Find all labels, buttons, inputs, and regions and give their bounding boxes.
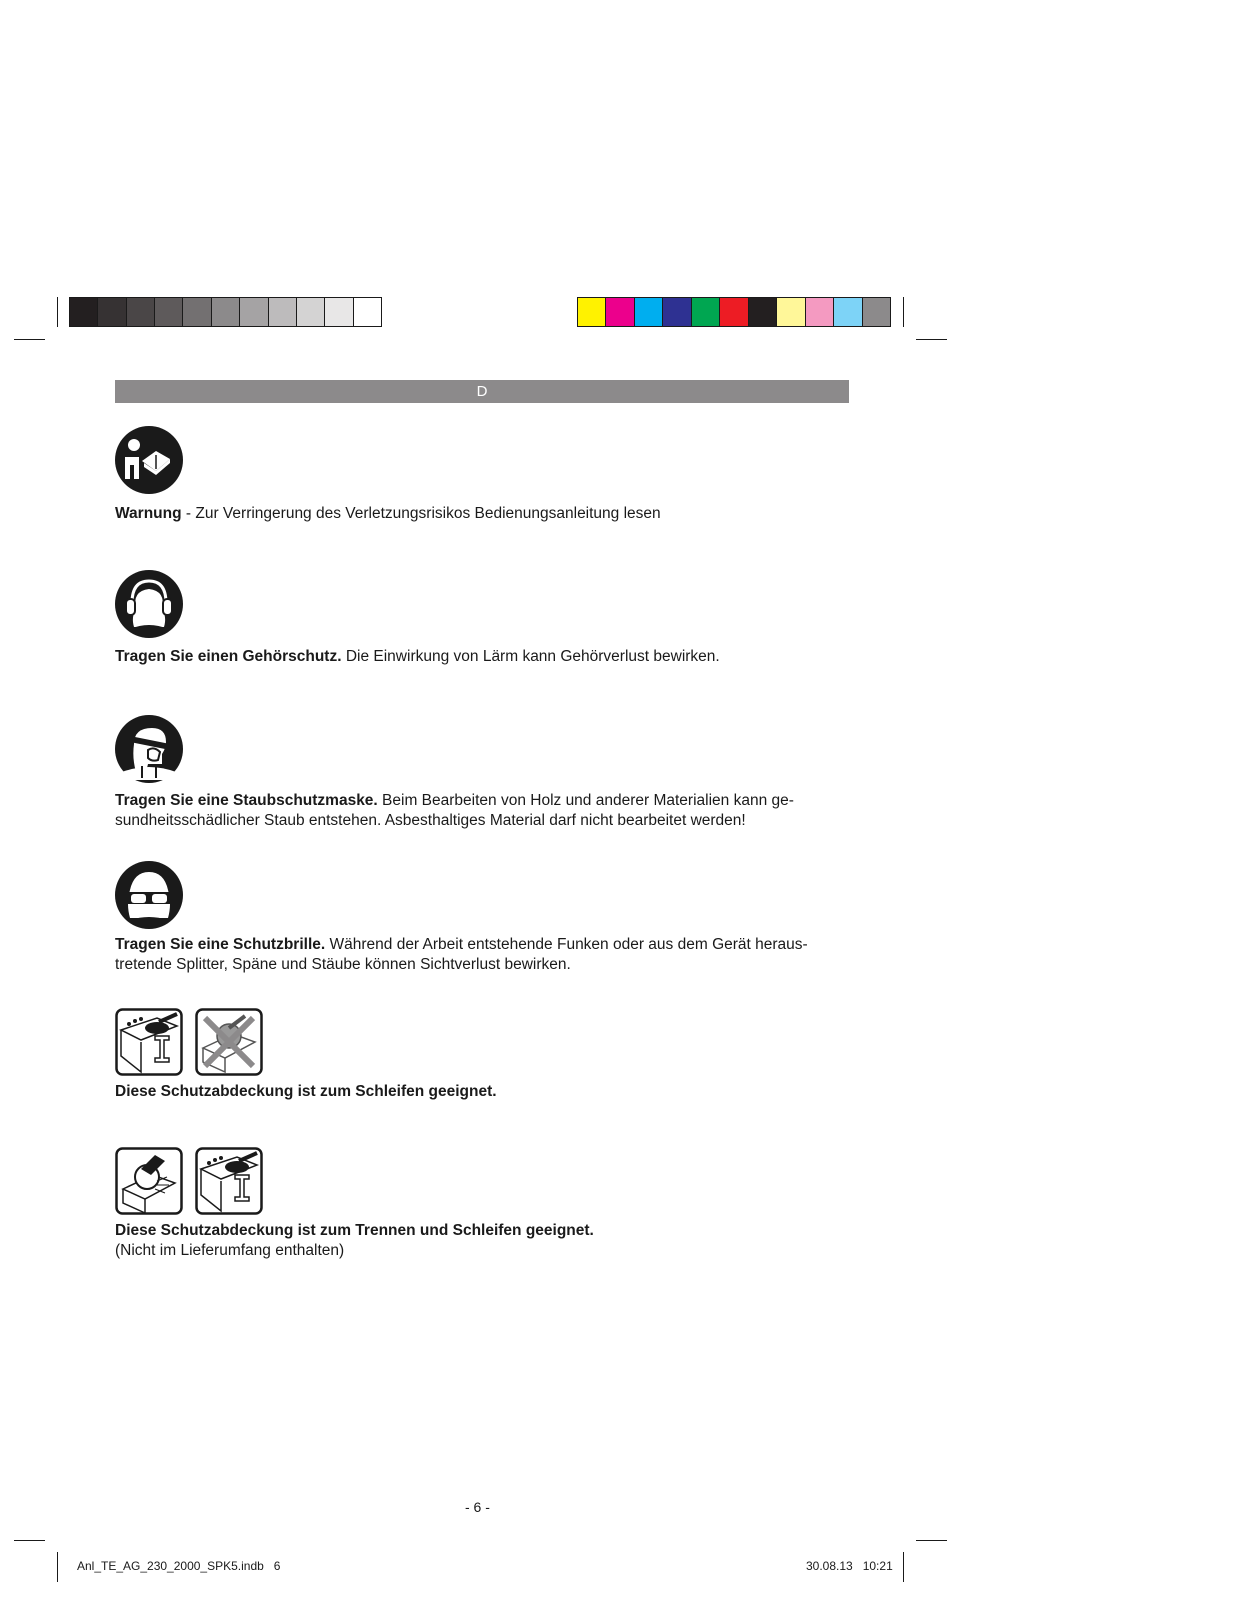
item-bold: Tragen Sie eine Staubschutzmaske. — [115, 792, 378, 809]
crop-mark — [57, 297, 58, 327]
color-swatch — [297, 298, 325, 326]
crop-mark — [916, 1540, 947, 1541]
crop-mark — [903, 297, 904, 327]
safety-goggles-icon — [114, 860, 184, 930]
language-header: D — [115, 380, 849, 403]
color-swatch — [777, 298, 805, 326]
no-cutting-icon — [195, 1008, 263, 1076]
crop-mark — [916, 339, 947, 340]
item-text: Die Einwirkung von Lärm kann Gehörverlust bewirken. — [341, 648, 720, 665]
color-swatch — [155, 298, 183, 326]
crop-mark — [903, 1552, 904, 1582]
item-text: (Nicht im Lieferumfang enthalten) — [115, 1242, 345, 1259]
item-bold: Tragen Sie eine Schutzbrille. — [115, 936, 326, 953]
crop-mark — [14, 1540, 45, 1541]
color-swatch — [834, 298, 862, 326]
footer-filename: Anl_TE_AG_230_2000_SPK5.indb 6 — [77, 1559, 281, 1573]
item-text: - Zur Verringerung des Verletzungsrisikos Bedienungsanleitung lesen — [181, 505, 661, 522]
color-swatch — [354, 298, 381, 326]
warning-text — [115, 504, 850, 524]
dust-mask-icon — [114, 714, 184, 784]
color-swatch — [635, 298, 663, 326]
dust-mask-text — [115, 791, 850, 831]
color-swatch — [863, 298, 890, 326]
grinding-guard-icon — [115, 1008, 183, 1076]
color-calibration-bar — [577, 297, 891, 327]
item-bold: Warnung — [115, 505, 182, 522]
crop-mark — [57, 1552, 58, 1582]
item-bold: Diese Schutzabdeckung ist zum Schleifen geeignet. — [115, 1083, 497, 1100]
color-swatch — [806, 298, 834, 326]
color-swatch — [606, 298, 634, 326]
cutting-guard-text — [115, 1221, 850, 1261]
grinding-guard-text — [115, 1082, 850, 1102]
item-text: Während der Arbeit entstehende Funken oder aus dem Gerät heraus-tretende Splitter, Späne und Stäube können Sichtverlust bewirken. — [115, 936, 808, 973]
color-swatch — [70, 298, 98, 326]
color-swatch — [127, 298, 155, 326]
color-swatch — [578, 298, 606, 326]
color-swatch — [269, 298, 297, 326]
color-swatch — [212, 298, 240, 326]
color-swatch — [663, 298, 691, 326]
grayscale-calibration-bar — [69, 297, 382, 327]
color-swatch — [183, 298, 211, 326]
color-swatch — [98, 298, 126, 326]
item-bold: Diese Schutzabdeckung ist zum Trennen und Schleifen geeignet. — [115, 1222, 594, 1239]
color-swatch — [240, 298, 268, 326]
item-text: Beim Bearbeiten von Holz und anderer Materialien kann ge-sundheitsschädlicher Staub entstehen. Asbesthaltiges Material darf nicht bearbeitet werden! — [115, 792, 794, 829]
crop-mark — [14, 339, 45, 340]
item-bold: Tragen Sie einen Gehörschutz. — [115, 648, 342, 665]
safety-goggles-text — [115, 935, 850, 975]
read-manual-icon — [114, 425, 184, 495]
page-number: - 6 - — [465, 1499, 490, 1515]
ear-protection-text — [115, 647, 850, 667]
cutting-guard-icon — [115, 1147, 183, 1215]
color-swatch — [749, 298, 777, 326]
color-swatch — [720, 298, 748, 326]
color-swatch — [692, 298, 720, 326]
color-swatch — [325, 298, 353, 326]
footer-date: 30.08.13 10:21 — [806, 1559, 893, 1573]
ear-protection-icon — [114, 569, 184, 639]
grinding-icon — [195, 1147, 263, 1215]
